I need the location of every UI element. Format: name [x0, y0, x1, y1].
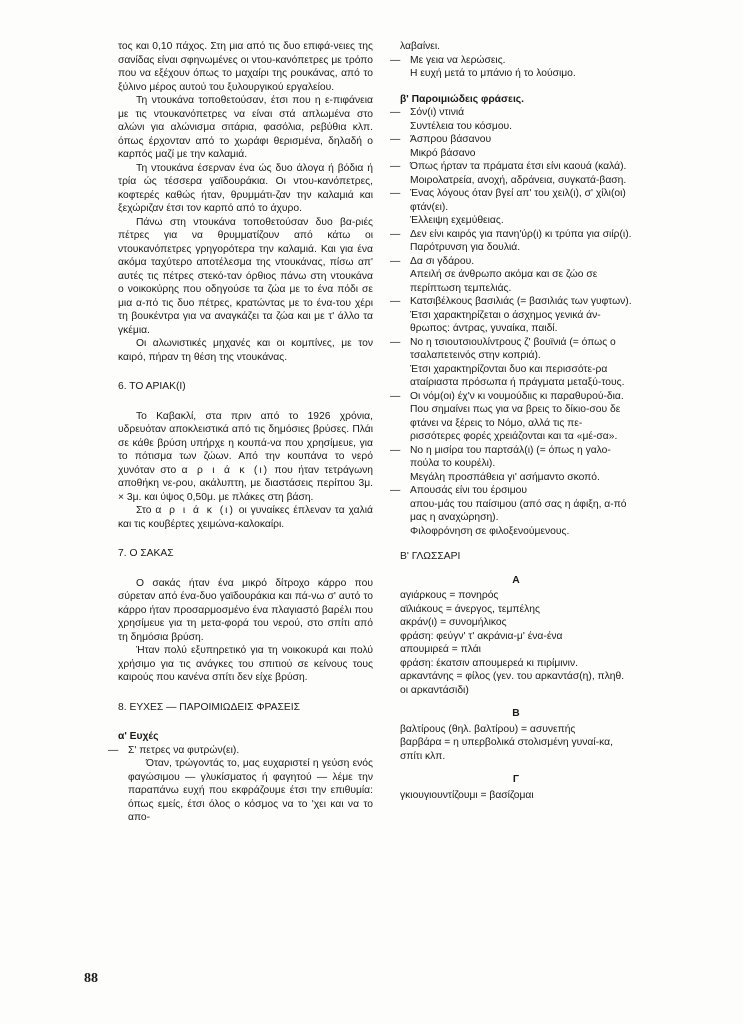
- text-span: Το Καβακλί, στα πριν από το 1926 χρόνια, υδρευόταν αποκλειστικά από τις δημόσιες βρύσες. Πλάι σε κάθε βρύση υπήρχε η κουπά-να που χρησίμευε, για το πότισμα των ζώων. Από την κουπάνα το νερό χυνόταν στο: [118, 410, 373, 476]
- spaced-term: α ρ ι ά κ (ι): [155, 505, 235, 516]
- phrase-text: Όπως ήρταν τα πράματα έτσι είνι καουά (καλά).: [410, 161, 627, 172]
- glossary-entry: ακράν(ι) = συνομήλικος: [400, 617, 507, 628]
- phrase-meaning: Μεγάλη προσπάθεια γι' ασήμαντο σκοπό.: [410, 471, 600, 483]
- phrase-item: [390, 484, 632, 538]
- dash-marker: —: [390, 107, 401, 118]
- wish-text: Με γεια να λερώσεις.: [410, 54, 506, 66]
- glossary-entry: αϊλιάκους = άνεργος, τεμπέλης: [400, 603, 540, 615]
- wish-explanation: Όταν, τρώγοντάς το, μας ευχαριστεί η γεύση ενός φαγώσιμου — γλυκίσματος ή φαγητού — λέμε την παραπάνω ευχή που εκφράζουμε έτσι την επιθυμία: όπως εμείς, έτσι όλος ο κόσμος να το 'χει και να το απο-: [128, 758, 373, 823]
- paragraph: Ο σακάς ήταν ένα μικρό δίτροχο κάρρο που σύρεταν από ένα-δυο γαϊδουράκια και πά-νω σ' αυτό το κάρρο ήταν προσαρμοσμένο ένα πλαγιαστό βαρέλι που χρησίμευε για τη μετα-φορά του νερού, στο σπίτι από τη δημόσια βρύση.: [118, 577, 373, 643]
- paragraph: Τη ντουκάνα έσερναν ένα ώς δυο άλογα ή βόδια ή τρία ώς τέσσερα γαϊδουράκια. Οι ντου-κανόπετρες, κοφτερές καθώς ήταν, θρυμμάτι-ζαν την καλαμιά και ξεχώριζαν έτσι τον καρπό από το άχυρο.: [118, 162, 373, 214]
- subsection-label: α' Ευχές: [118, 731, 159, 742]
- dash-marker: —: [390, 296, 401, 307]
- phrase-text: Σόν(ι) ντινιά: [410, 107, 465, 118]
- dash-marker: —: [390, 134, 401, 145]
- glossary-entry: αρκαντάνης = φίλος (γεν. του αρκαντάσ(η), πληθ. οι αρκαντάσιδι): [400, 671, 625, 696]
- phrase-text: Οι νόμ(οι) έχ'ν κι νουμούδιις κι παραθυρού-δια.: [410, 390, 624, 402]
- phrase-text: Άσπρου βάσανου: [410, 134, 492, 145]
- paragraph: Πάνω στη ντουκάνα τοποθετούσαν δυο βα-ριές πέτρες για να θρυμματίζουν από κάτω οι ντουκανόπετρες γρηγορότερα την καλαμιά. Και για ένα ακόμα ταχύτερο αποτέλεσμα της ντουκάνας, πίσω απ' αυτές τις πέτρες στεκό-ταν όρθιος πάνω στη ντουκάνα ο νοικοκύρης που οδηγούσε τα ζώα με το ένα πόδι σε μια α-πό τις δυο πέτρες, κρατώντας με το ένα-του χέρι τη βουκέντρα για να αναγκάζει τα ζώα και με τ' άλλο τα γκέμια.: [118, 216, 373, 336]
- dash-marker: —: [108, 744, 119, 756]
- section-heading: 6. ΤΟ ΑΡΙΑΚ(Ι): [118, 381, 186, 392]
- spaced-term: α ρ ι ά κ (ι): [181, 464, 270, 476]
- phrase-item: [390, 106, 632, 133]
- phrase-meaning: Μικρό βάσανο: [410, 147, 476, 159]
- phrases-list: [390, 106, 632, 538]
- dash-marker: —: [390, 54, 401, 66]
- section-heading: Β' ΓΛΩΣΣΑΡΙ: [400, 551, 461, 562]
- glossary: [400, 574, 632, 803]
- text-span: οι γυναίκες έπλεναν τα χαλιά και τις κουβέρτες χειμώνα-καλοκαίρι.: [118, 505, 373, 530]
- phrase-text: Ένας λόγους όταν βγεί απ' του χειλ(ι), σ' χίλι(οι) φτάν(ει).: [410, 188, 626, 213]
- phrase-meaning: Παρότρυνση για δουλιά.: [410, 242, 521, 253]
- phrase-meaning: Έλλειψη εχεμύθειας.: [410, 215, 504, 226]
- section-heading: 8. ΕΥΧΕΣ — ΠΑΡΟΙΜΙΩΔΕΙΣ ΦΡΑΣΕΙΣ: [118, 701, 300, 713]
- text-span: που ήταν τετράγωνη αποθήκη νε-ρου, ακάλυπτη, με διαστάσεις περίπου 3μ. × 3μ. και ύψος 0,50μ. με πλάκες στη βάση.: [118, 464, 373, 503]
- phrase-item: [390, 336, 632, 390]
- phrase-item: [390, 228, 632, 255]
- dash-marker: —: [390, 255, 401, 267]
- wish-text: Σ' πετρες να φυτρών(ει).: [128, 744, 240, 756]
- glossary-letter: Α: [512, 574, 520, 586]
- dash-marker: —: [390, 336, 401, 348]
- glossary-letter: Β: [512, 708, 520, 719]
- phrase-text: Νο η τσιουτσιουλίντρους ζ' βουϊνιά (= όπως ο τσαλαπετεινός στην κοπριά).: [410, 336, 616, 361]
- phrase-text: Δεν είνι καιρός για πανη'ύρ(ι) κι τρύπα για σιίρ(ι).: [410, 228, 632, 240]
- paragraph: τος και 0,10 πάχος. Στη μια από τις δυο επιφά-νειες της σανίδας είναι σφηνωμένες οι ντου-κανόπετρες με τρόπο που να εξέχουν όπως το μαχαίρι της ρουκάνας, από το ξύλινο μέρος αυτού του ξυλουργικού εργαλείου.: [118, 41, 373, 93]
- phrase-meaning: Έτσι χαρακτηρίζονται δυο και περισσότε-ρα αταίριαστα πρόσωπα ή πράγματα μεταξύ-τους.: [410, 363, 625, 388]
- dash-marker: —: [390, 390, 401, 402]
- paragraph: λαβαίνει.: [400, 41, 440, 52]
- wish-item: [108, 744, 373, 825]
- page-number: 88: [84, 971, 98, 986]
- right-column: [390, 40, 632, 802]
- glossary-entry: απουμιρεά = πλάι: [400, 644, 481, 655]
- phrase-meaning: Που σημαίνει πως για να βρεις το δίκιο-σου δε φτάνει να ξέρεις το Νόμο, αλλά τις πε-ρισσότερες φορές χρειάζονται και τα «μέ-σα».: [410, 404, 621, 442]
- paragraph: [118, 410, 373, 505]
- phrase-item: [390, 133, 632, 160]
- dash-marker: —: [390, 188, 401, 199]
- paragraph: [118, 504, 373, 531]
- glossary-letter: Γ: [512, 774, 520, 785]
- wish-item: [390, 54, 632, 81]
- left-column: [108, 40, 373, 825]
- phrase-meaning: Μοιρολατρεία, ανοχή, αδράνεια, συγκατά-βαση.: [410, 174, 627, 186]
- dash-marker: —: [390, 228, 401, 240]
- subsection-label: β' Παροιμιώδεις φράσεις.: [400, 93, 525, 105]
- glossary-entry: φράση: φεύγν' τ' ακράνια-μ' ένα-ένα: [400, 630, 563, 642]
- glossary-entry: φράση: έκατσιν απουμερεά κι πιρίμινιν.: [400, 657, 578, 669]
- phrase-text: Απουσάς είνι του έρσιμου: [410, 485, 528, 496]
- paragraph: Τη ντουκάνα τοποθετούσαν, έτσι που η ε-πιφάνεια με τις ντουκανόπετρες να είναι στά απλωμένα στο αλώνι για αλώνισμα σιτάρια, φασόλια, ρεβύθια κλπ. όπως έρχονταν από το χωράφι θερισμένα, δηλαδή ο καρπός μαζί με την καλαμιά.: [118, 95, 373, 160]
- phrase-item: [390, 255, 632, 296]
- glossary-entry: βαρβάρα = η υπερβολικά στολισμένη γυναί-κα, σπίτι κλπ.: [400, 737, 613, 762]
- section-heading: 7. Ο ΣΑΚΑΣ: [118, 548, 174, 559]
- phrase-text: Δα σι γδάρου.: [410, 255, 475, 267]
- text-span: Στο: [136, 505, 152, 516]
- paragraph: Οι αλωνιστικές μηχανές και οι κομπίνες, με τον καιρό, πήραν τη θέση της ντουκάνας.: [118, 338, 373, 363]
- dash-marker: —: [390, 485, 401, 496]
- paragraph: Ήταν πολύ εξυπηρετικό για τη νοικοκυρά και πολύ χρήσιμο για τις ανάγκες του σπιτιού σε κείνους τους καιρούς που κανένα σπίτι δεν είχε βρύση.: [118, 645, 373, 683]
- phrase-meaning: Έτσι χαρακτηρίζεται ο άσχημος γενικά άν-θρωπος: άντρας, γυναίκα, παιδί.: [410, 309, 601, 334]
- glossary-entry: αγιάρκους = πονηρός: [400, 590, 499, 601]
- phrase-text: Νο η μισίρα του παρτσάλ(ι) (= όπως η γαλο-πούλα το κουρέλι).: [410, 444, 611, 469]
- phrase-item: [390, 444, 632, 485]
- phrase-item: [390, 187, 632, 228]
- phrase-meaning: απου-μάς του παίσιμου (από σας η άφιξη, α-πό μας η αναχώρηση).: [410, 498, 627, 523]
- phrase-item: [390, 295, 632, 336]
- phrase-meaning: Συντέλεια του κόσμου.: [410, 120, 513, 132]
- phrase-meaning: Απειλή σε άνθρωπο ακόμα και σε ζώο σε περίπτωση τεμπελιάς.: [410, 269, 598, 294]
- wish-explanation: Η ευχή μετά το μπάνιο ή το λούσιμο.: [410, 68, 576, 79]
- phrase-note: Φιλοφρόνηση σε φιλοξενούμενους.: [410, 525, 570, 537]
- phrase-item: [390, 160, 632, 187]
- glossary-entry: γκιουγιουντίζουμι = βασίζομαι: [400, 789, 534, 801]
- phrase-item: [390, 390, 632, 444]
- dash-marker: —: [390, 161, 401, 172]
- dash-marker: —: [390, 444, 401, 456]
- glossary-entry: βαλτίρους (θηλ. βαλτίρου) = ασυνεπής: [400, 723, 576, 735]
- phrase-text: Κατσιβέλκους βασιλιάς (= βασιλιάς των γυφτων).: [410, 296, 632, 307]
